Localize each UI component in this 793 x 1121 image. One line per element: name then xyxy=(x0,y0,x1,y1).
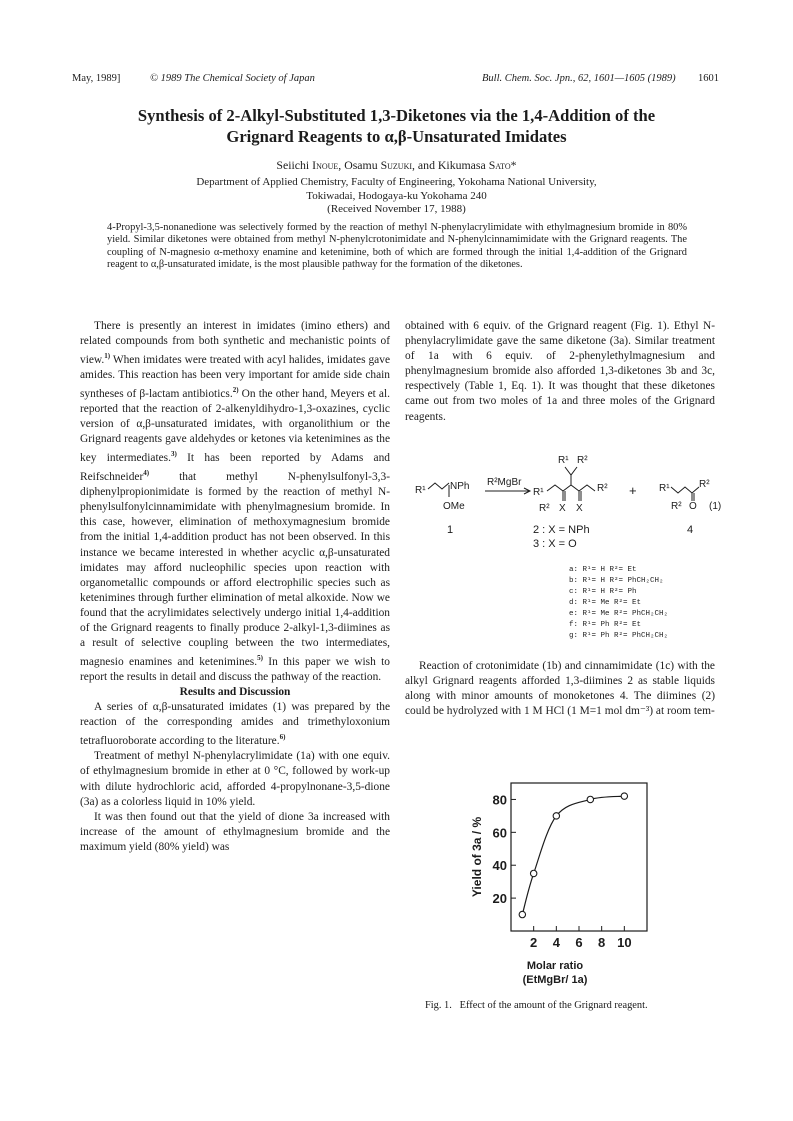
affiliation xyxy=(60,176,733,217)
title-line-2: Grignard Reagents to α,β-Unsaturated Imidates xyxy=(226,127,567,146)
ref-5: 5) xyxy=(257,654,263,663)
abstract: 4-Propyl-3,5-nonanedione was selectively formed by the reaction of methyl N-phenylacrylimidate with ethylmagnesium bromide in 80% yield. Similar diketones were obtained from methyl N-phenylcrotonimidate and N-phenylcinnamimidate with the Grignard reagents. The coupling of N-magnesio α-methoxy enamine and ketenimine, both of which are formed through the initial 1,4-addition of the Grignard reagent to α,β-unsaturated imidate, is the most plausible pathway for the formation of the diketones. xyxy=(107,222,687,271)
x-tick-label-2: 6 xyxy=(575,935,583,950)
author-3-given: , and Kikumasa xyxy=(412,158,489,172)
x-tick-label-0: 2 xyxy=(530,935,538,950)
product-x1-label: X xyxy=(559,503,566,514)
ref-1: 1) xyxy=(104,352,111,361)
data-point-0 xyxy=(519,911,525,917)
scheme-r1-label: R¹ xyxy=(415,485,426,496)
compound-1-label: 1 xyxy=(447,524,454,536)
data-point-2 xyxy=(553,813,559,819)
ketone-r2-bottom-label: R² xyxy=(671,501,682,512)
caption-number: Fig. 1. xyxy=(425,1000,452,1011)
received-date: (Received November 17, 1988) xyxy=(327,203,466,215)
product-x2-label: X xyxy=(576,503,583,514)
header-page-number: 1601 xyxy=(698,73,719,84)
author-list xyxy=(60,158,733,173)
compound-3-label: 3 : X = O xyxy=(533,538,577,550)
ref-2: 2) xyxy=(232,386,239,395)
yield-chart xyxy=(455,775,655,995)
paper-title xyxy=(60,105,733,147)
legend-row-a: a: R¹= H R²= Et xyxy=(569,566,637,574)
x-tick-label-1: 4 xyxy=(552,935,560,950)
legend-row-e: e: R¹= Me R²= PhCH₂CH₂ xyxy=(569,610,669,618)
data-point-4 xyxy=(621,793,627,799)
ref-4: 4) xyxy=(143,469,150,478)
legend-row-d: d: R¹= Me R²= Et xyxy=(569,599,642,607)
x-axis-label-line-2: (EtMgBr/ 1a) xyxy=(522,974,588,986)
compound-2-label: 2 : X = NPh xyxy=(533,524,590,536)
results-paragraph-1 xyxy=(80,700,390,749)
plus-sign: + xyxy=(629,483,637,498)
right-paragraph-2: Reaction of crotonimidate (1b) and cinnamimidate (1c) with the alkyl Grignard reagents afforded 1,3-diimines 2 as stable liquids along with minor amounts of monoketones 4. The diimines (2) could be hydrolyzed with 1 M HCl (1 M=1 mol dm⁻³) at room tem- xyxy=(405,660,715,718)
section-heading: Results and Discussion xyxy=(179,686,291,699)
intro-text-4: It has been reported by Adams and Reifschneider xyxy=(80,452,391,484)
left-column xyxy=(80,319,390,855)
right-column-top xyxy=(405,319,715,425)
ketone-o-label: O xyxy=(689,501,697,512)
author-1-given: Seiichi xyxy=(276,158,313,172)
author-2-given: , Osamu xyxy=(338,158,381,172)
data-point-1 xyxy=(530,870,536,876)
scheme-nph-label: NPh xyxy=(450,481,470,492)
legend-row-g: g: R¹= Ph R²= PhCH₂CH₂ xyxy=(569,632,669,640)
author-1-family: Inoue xyxy=(312,158,339,172)
legend-row-c: c: R¹= H R²= Ph xyxy=(569,588,637,596)
intro-text-5: that methyl N-phenylsulfonyl-3,3-diphenylpropionimidate is formed by the reaction of methyl N-phenylsulfonylcinnamimidate with phenylmagnesium bromide. In this case, however, elimination of methoxymagnesium bromide from the initial 1,4-addition product has not been observed. In this instance we became interested in whether acyclic α,β-unsaturated imidates may afford nucleophilic species upon reaction with organometallic compounds or afford electrophilic species such as ketenimines through further elimination of metal alkoxide. Now we found that the acrylimidates selectively undergo initial 1,4-addition of the Grignard reagents to finally produce 2-alkyl-1,3-diimines as a result of selective coupling between the two intermediates, magnesio enamines and ketenimines. xyxy=(80,471,390,668)
x-axis-label-line-1: Molar ratio xyxy=(526,960,584,972)
yield-curve xyxy=(522,796,624,914)
substituent-legend xyxy=(569,565,668,640)
ref-3: 3) xyxy=(170,450,177,459)
compound-4-label: 4 xyxy=(687,524,694,536)
product-r1-label: R¹ xyxy=(558,455,569,466)
scheme-ome-label: OMe xyxy=(443,501,465,512)
y-tick-label-2: 60 xyxy=(492,825,507,841)
author-2-family: Suzuki xyxy=(380,158,413,172)
legend-row-b: b: R¹= H R²= PhCH₂CH₂ xyxy=(569,577,664,585)
equation-number: (1) xyxy=(709,501,722,512)
right-paragraph-1: obtained with 6 equiv. of the Grignard reagent (Fig. 1). Ethyl N-phenylacrylimidate gave the same diketone (3a). Similar treatment of 1a with 6 equiv. of 2-phenylethylmagnesium and phenylmagnesium bromide also afforded 1,3-diketones 3b and 3c, respectively (Table 1, Eq. 1). It was thought that these diketones came out from two moles of 1a and three moles of the Grignard reagents. xyxy=(405,320,715,423)
product-r2-top-label: R² xyxy=(577,455,588,466)
data-point-3 xyxy=(587,796,593,802)
results-text-1: A series of α,β-unsaturated imidates (1) was prepared by the reaction of the corresponding amides and trimethyloxonium tetrafluoroborate according to the literature. xyxy=(80,701,390,748)
figure-caption xyxy=(425,1000,648,1011)
header-copyright: © 1989 The Chemical Society of Japan xyxy=(150,73,315,84)
results-paragraph-2: Treatment of methyl N-phenylacrylimidate (1a) with one equiv. of ethylmagnesium bromide in ether at 0 °C, followed by work-up with dilute hydrochloric acid, afforded 4-propylnonane-3,5-dione (3a) as a colorless liquid in 10% yield. xyxy=(80,750,390,808)
y-tick-label-1: 40 xyxy=(492,858,507,874)
ketone-r2-top-label: R² xyxy=(699,479,710,490)
intro-text-6: In this paper we wish to report the results in detail and discuss the pathway of the reaction. xyxy=(80,655,390,684)
product-chain-r2-label: R² xyxy=(597,483,608,494)
reagent-label: R²MgBr xyxy=(487,477,522,488)
plot-frame xyxy=(511,783,647,931)
legend-row-f: f: R¹= Ph R²= Et xyxy=(569,621,642,629)
product-r2-bottom-label: R² xyxy=(539,503,550,514)
caption-text: Effect of the amount of the Grignard reagent. xyxy=(459,1000,648,1011)
intro-paragraph xyxy=(80,319,390,685)
x-tick-label-4: 10 xyxy=(617,935,632,950)
ketone-r1-label: R¹ xyxy=(659,483,670,494)
alkene-bond xyxy=(428,483,449,489)
right-column-bottom xyxy=(405,659,715,719)
intro-text-3: On the other hand, Meyers et al. reported that the reaction of 2-alkenyldihydro-1,3-oxazines, cyclic version of α,β-unsaturated imidates, with organolithium or the Grignard reagents gave aldehydes or ketones via ketenimines as the key intermediates. xyxy=(80,387,390,465)
ketone-chain xyxy=(671,487,699,493)
intro-text-2: When imidates were treated with acyl halides, imidates gave amides. This reaction has been very important for amide side chain syntheses of β-lactam antibiotics. xyxy=(80,353,390,400)
results-paragraph-3: It was then found out that the yield of dione 3a increased with increase of the amount of ethylmagnesium bromide and the maximum yield (80% yield) was xyxy=(80,810,390,853)
y-tick-label-0: 20 xyxy=(492,891,507,907)
x-tick-label-3: 8 xyxy=(598,935,606,950)
reaction-scheme xyxy=(403,447,723,657)
product-chain-r1-label: R¹ xyxy=(533,487,544,498)
y-axis-label: Yield of 3a / % xyxy=(470,816,484,898)
ref-6: 6) xyxy=(279,733,286,742)
affiliation-line-2: Tokiwadai, Hodogaya-ku Yokohama 240 xyxy=(306,189,487,202)
affiliation-line-1: Department of Applied Chemistry, Faculty of Engineering, Yokohama National University, xyxy=(196,176,597,188)
header-date: May, 1989] xyxy=(72,73,121,84)
product-chain xyxy=(547,485,595,491)
product-branch xyxy=(565,467,577,475)
header-journal: Bull. Chem. Soc. Jpn., 62, 1601—1605 (1989) xyxy=(482,73,676,84)
title-line-1: Synthesis of 2-Alkyl-Substituted 1,3-Diketones via the 1,4-Addition of the xyxy=(137,106,656,125)
intro-text-1: There is presently an interest in imidates (imino ethers) and related compounds from both synthetic and mechanistic points of view. xyxy=(80,320,390,366)
author-3-family: Sato* xyxy=(488,158,517,172)
y-tick-label-3: 80 xyxy=(492,792,507,808)
